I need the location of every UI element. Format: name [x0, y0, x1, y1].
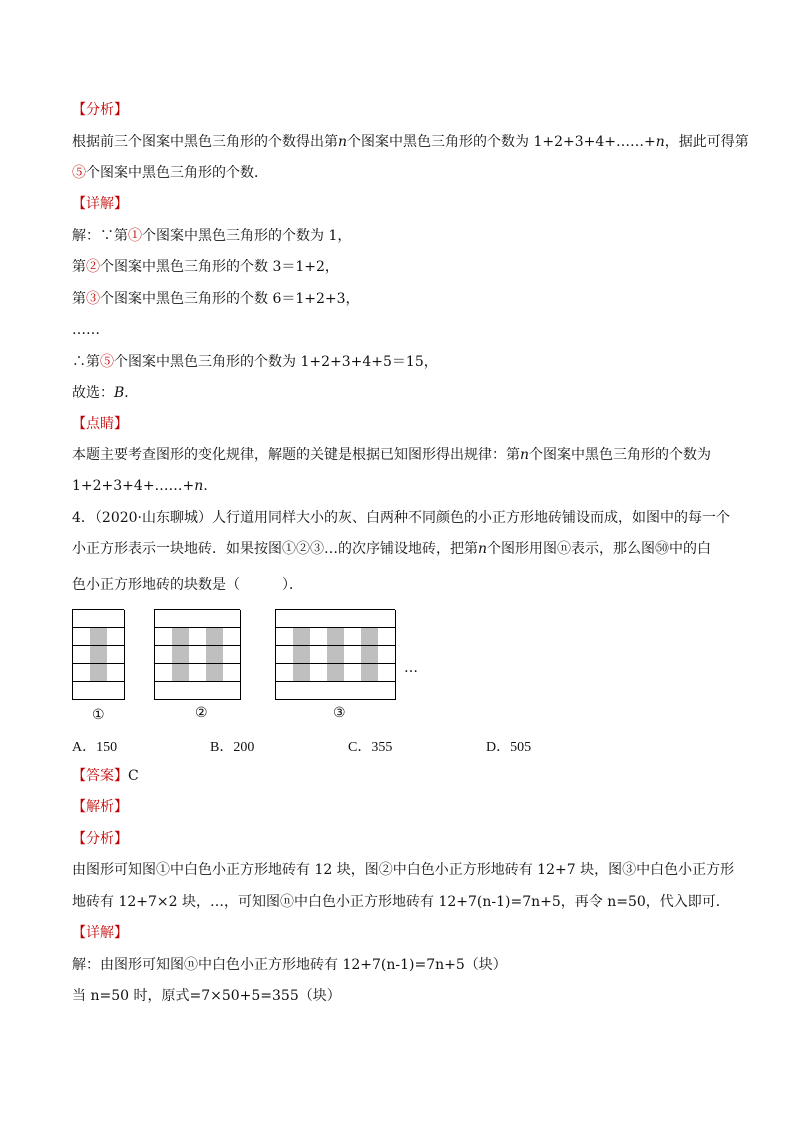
comment-line2: 1+2+3+4+……+n． [72, 478, 218, 494]
white-tile [107, 646, 125, 664]
figure-label-3: ③ [333, 705, 346, 721]
figure-label-2: ② [195, 705, 208, 721]
comment-line1: 本题主要考查图形的变化规律，解题的关键是根据已知图形得出规律：第n个图案中黑色三角形的个数为 [72, 447, 712, 463]
figure-ellipsis: … [404, 660, 418, 676]
white-tile [361, 682, 379, 700]
white-tile [276, 646, 294, 664]
gray-tile [327, 664, 345, 682]
parse-heading: 【解析】 [72, 799, 128, 815]
gray-tile [90, 628, 108, 646]
analysis-heading: 【分析】 [72, 102, 128, 118]
gray-tile [172, 664, 190, 682]
detail-heading-4: 【详解】 [72, 925, 128, 941]
white-tile [310, 628, 328, 646]
white-tile [189, 646, 207, 664]
tile-grid [154, 609, 240, 700]
gray-tile [293, 646, 311, 664]
white-tile [155, 610, 173, 628]
comment-heading: 【点睛】 [72, 416, 128, 432]
white-tile [378, 664, 396, 682]
white-tile [206, 610, 224, 628]
gray-tile [327, 646, 345, 664]
answer-line: 【答案】C [72, 768, 139, 784]
white-tile [189, 628, 207, 646]
white-tile [172, 610, 190, 628]
gray-tile [172, 646, 190, 664]
white-tile [378, 682, 396, 700]
gray-tile [206, 628, 224, 646]
gray-tile [361, 646, 379, 664]
white-tile [223, 628, 241, 646]
white-tile [223, 682, 241, 700]
white-tile [73, 664, 91, 682]
white-tile [189, 682, 207, 700]
analysis-4-line1: 由图形可知图①中白色小正方形地砖有 12 块，图②中白色小正方形地砖有 12+7 块，图③中白色小正方形 [72, 862, 735, 878]
white-tile [155, 646, 173, 664]
gray-tile [327, 628, 345, 646]
white-tile [189, 610, 207, 628]
gray-tile [293, 628, 311, 646]
option-a: A．150 [72, 740, 118, 755]
detail-line2: 第②个图案中黑色三角形的个数 3＝1+2， [72, 259, 339, 275]
analysis-heading-4: 【分析】 [72, 831, 128, 847]
gray-tile [206, 664, 224, 682]
gray-tile [293, 664, 311, 682]
white-tile [344, 628, 362, 646]
figure-label-1: ① [92, 707, 105, 723]
detail-line5: ∴第⑤个图案中黑色三角形的个数为 1+2+3+4+5＝15， [72, 354, 438, 370]
white-tile [344, 646, 362, 664]
white-tile [310, 664, 328, 682]
white-tile [107, 628, 125, 646]
white-tile [189, 664, 207, 682]
white-tile [276, 628, 294, 646]
white-tile [223, 646, 241, 664]
white-tile [107, 682, 125, 700]
tile-grid [72, 609, 124, 700]
detail-line6: 故选：B． [72, 385, 139, 401]
white-tile [344, 682, 362, 700]
white-tile [327, 610, 345, 628]
option-d: D．505 [486, 740, 532, 755]
white-tile [344, 610, 362, 628]
question-4-line1: 4．（2020·山东聊城）人行道用同样大小的灰、白两种不同颜色的小正方形地砖铺设而成，如图中的每一个 [72, 510, 730, 526]
white-tile [378, 610, 396, 628]
white-tile [73, 610, 91, 628]
white-tile [276, 682, 294, 700]
white-tile [223, 610, 241, 628]
analysis-text-line2: ⑤个图案中黑色三角形的个数． [72, 165, 268, 181]
white-tile [73, 628, 91, 646]
gray-tile [90, 664, 108, 682]
white-tile [361, 610, 379, 628]
white-tile [73, 646, 91, 664]
white-tile [90, 610, 108, 628]
white-tile [378, 646, 396, 664]
white-tile [293, 610, 311, 628]
option-c: C．355 [348, 740, 393, 755]
white-tile [378, 628, 396, 646]
white-tile [310, 646, 328, 664]
white-tile [344, 664, 362, 682]
white-tile [276, 610, 294, 628]
tile-grid [275, 609, 395, 700]
analysis-text-line1: 根据前三个图案中黑色三角形的个数得出第n个图案中黑色三角形的个数为 1+2+3+4+……+n，据此可得第 [72, 134, 749, 150]
detail-4-line1: 解：由图形可知图ⓝ中白色小正方形地砖有 12+7(n-1)=7n+5（块） [72, 957, 507, 973]
gray-tile [172, 628, 190, 646]
option-b: B．200 [210, 740, 255, 755]
detail-heading: 【详解】 [72, 196, 128, 212]
gray-tile [361, 664, 379, 682]
white-tile [206, 682, 224, 700]
question-4-line3: 色小正方形地砖的块数是（ ）． [72, 577, 303, 593]
white-tile [310, 682, 328, 700]
white-tile [293, 682, 311, 700]
white-tile [223, 664, 241, 682]
gray-tile [206, 646, 224, 664]
white-tile [310, 610, 328, 628]
gray-tile [90, 646, 108, 664]
white-tile [107, 664, 125, 682]
white-tile [172, 682, 190, 700]
question-4-line2: 小正方形表示一块地砖．如果按图①②③…的次序铺设地砖，把第n个图形用图ⓝ表示，那么图㊿中的白 [72, 541, 712, 557]
detail-line1: 解：∵第①个图案中黑色三角形的个数为 1， [72, 228, 352, 244]
white-tile [107, 610, 125, 628]
white-tile [155, 664, 173, 682]
detail-ellipsis: …… [72, 322, 100, 338]
analysis-4-line2: 地砖有 12+7×2 块，…，可知图ⓝ中白色小正方形地砖有 12+7(n-1)=7n+5，再令 n=50，代入即可． [72, 894, 730, 910]
white-tile [155, 628, 173, 646]
white-tile [90, 682, 108, 700]
white-tile [327, 682, 345, 700]
detail-4-line2: 当 n=50 时，原式=7×50+5=355（块） [72, 988, 341, 1004]
gray-tile [361, 628, 379, 646]
white-tile [276, 664, 294, 682]
white-tile [155, 682, 173, 700]
detail-line3: 第③个图案中黑色三角形的个数 6＝1+2+3， [72, 291, 360, 307]
white-tile [73, 682, 91, 700]
